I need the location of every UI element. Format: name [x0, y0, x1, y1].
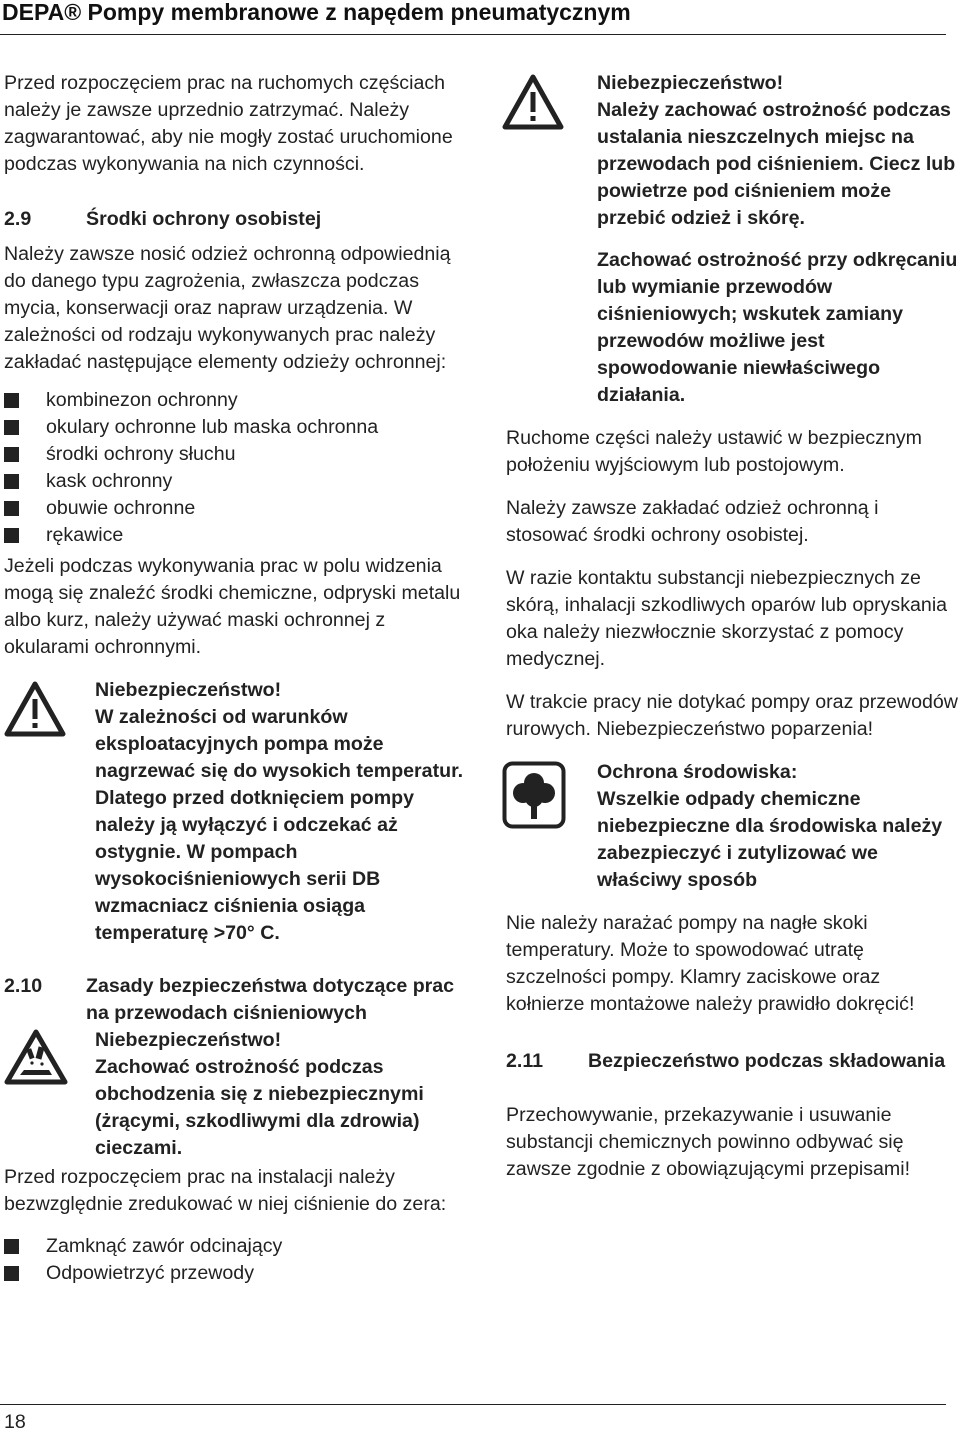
warning-title: Niebezpieczeństwo!: [597, 72, 784, 94]
pressure-leak-warning-block: [502, 70, 958, 409]
warning-text: [95, 677, 468, 947]
pressure-paragraph: Przed rozpoczęciem prac na instalacji należy bezwzględnie zredukować w niej ciśnienie do zera:: [4, 1166, 447, 1215]
face-protection-paragraph: Jeżeli podczas wykonywania prac w polu widzenia mogą się znaleźć środki chemiczne, odpryski metalu albo kurz, należy używać maski ochronnej z okularami ochronnymi.: [4, 555, 461, 658]
page-header: [0, 0, 946, 35]
note-text: [597, 759, 958, 894]
section-number: 2.11: [506, 1050, 544, 1072]
list-item: kask ochronny: [4, 468, 468, 495]
warning-text: [95, 1027, 468, 1162]
section-title: Środki ochrony osobistej: [86, 208, 322, 230]
warning-body: Zachować ostrożność podczas obchodzenia się z niebezpiecznymi (żrącymi, szkodliwymi dla zdrowia) cieczami.: [95, 1056, 424, 1159]
heat-warning-block: [4, 677, 468, 947]
left-column: [4, 70, 468, 1287]
bullet-square-icon: [4, 393, 19, 408]
list-item: kombinezon ochronny: [4, 387, 468, 414]
warning-body: Należy zachować ostrożność podczas ustalania nieszczelnych miejsc na przewodach pod ciśnieniem. Ciecz lub powietrze pod ciśnieniem może przebić odzież i skórę.: [597, 99, 956, 229]
bullet-square-icon: [4, 528, 19, 543]
section-title: Zasady bezpieczeństwa dotyczące prac na przewodach ciśnieniowych: [86, 975, 455, 1024]
footer-rule: [0, 1404, 946, 1405]
depressurize-steps-list: [4, 1233, 468, 1287]
right-column: [506, 70, 958, 1183]
warning-body-2: Zachować ostrożność przy odkręcaniu lub wymianie przewodów ciśnieniowych; wskutek zamiany przewodów możliwe jest spowodowanie niewłaściwego działania.: [597, 249, 958, 406]
page-number: 18: [4, 1411, 26, 1433]
environment-note-block: [502, 759, 958, 894]
paragraph-temperature: Nie należy narażać pompy na nagłe skoki temperatury. Może to spowodować utratę szczelności pompy. Klamry zaciskowe oraz kołnierze montażowe należy prawidło dokręcić!: [506, 912, 915, 1015]
protective-gear-list: [4, 387, 468, 549]
corrosive-hazard-icon: [4, 1029, 68, 1085]
section-2-9-paragraph: Należy zawsze nosić odzież ochronną odpowiednią do danego typu zagrożenia, zwłaszcza podczas mycia, konserwacji oraz napraw urządzenia. W zależności od rodzaju wykonywanych prac należy zakładać następujące elementy odzieży ochronnej:: [4, 243, 451, 373]
bullet-square-icon: [4, 447, 19, 462]
section-2-11-heading: [506, 1048, 958, 1075]
note-title: Ochrona środowiska:: [597, 761, 798, 783]
section-2-9-heading: [4, 206, 468, 233]
list-item: rękawice: [4, 522, 468, 549]
bullet-square-icon: [4, 474, 19, 489]
warning-triangle-icon: [4, 681, 66, 737]
page-title: DEPA® Pompy membranowe z napędem pneumatycznym: [2, 0, 631, 25]
warning-text: [597, 70, 958, 409]
section-2-10-heading: [4, 973, 468, 1024]
paragraph-burn-hazard: W trakcie pracy nie dotykać pompy oraz przewodów rurowych. Niebezpieczeństwo poparzenia!: [506, 691, 958, 740]
note-body: Wszelkie odpady chemiczne niebezpieczne dla środowiska należy zabezpieczyć i zutylizować we właściwy sposób: [597, 788, 943, 891]
bullet-square-icon: [4, 501, 19, 516]
section-2-11-paragraph: Przechowywanie, przekazywanie i usuwanie substancji chemicznych powinno odbywać się zawsze zgodnie z obowiązującymi przepisami!: [506, 1104, 911, 1180]
section-title: Bezpieczeństwo podczas składowania: [588, 1050, 946, 1072]
list-item: Odpowietrzyć przewody: [4, 1260, 468, 1287]
warning-title: Niebezpieczeństwo!: [95, 1029, 282, 1051]
environment-tree-icon: [502, 761, 566, 829]
list-item: obuwie ochronne: [4, 495, 468, 522]
paragraph-protective-clothing: Należy zawsze zakładać odzież ochronną i stosować środki ochrony osobistej.: [506, 497, 879, 546]
paragraph-moving-parts: Ruchome części należy ustawić w bezpiecznym położeniu wyjściowym lub postojowym.: [506, 427, 922, 476]
list-item: środki ochrony słuchu: [4, 441, 468, 468]
bullet-square-icon: [4, 1266, 19, 1281]
intro-paragraph: Przed rozpoczęciem prac na ruchomych częściach należy je zawsze uprzednio zatrzymać. Należy zagwarantować, aby nie mogły zostać uruchomione podczas wykonywania na nich czynności.: [4, 72, 453, 175]
paragraph-first-aid: W razie kontaktu substancji niebezpiecznych ze skórą, inhalacji szkodliwych oparów lub opryskania oka należy niezwłocznie skorzystać z pomocy medycznej.: [506, 567, 948, 670]
warning-body: W zależności od warunków eksploatacyjnych pompa może nagrzewać się do wysokich temperatur. Dlatego przed dotknięciem pompy należy ją wyłączyć i odczekać aż ostygnie. W pompach wysokociśnieniowych serii DB wzmacniacz ciśnienia osiąga temperaturę >70° C.: [95, 706, 464, 944]
bullet-square-icon: [4, 420, 19, 435]
corrosive-warning-block: [4, 1027, 468, 1162]
warning-triangle-icon: [502, 74, 564, 130]
list-item: Zamknąć zawór odcinający: [4, 1233, 468, 1260]
section-number: 2.10: [4, 975, 43, 997]
list-item: okulary ochronne lub maska ochronna: [4, 414, 468, 441]
bullet-square-icon: [4, 1239, 19, 1254]
warning-title: Niebezpieczeństwo!: [95, 679, 282, 701]
section-number: 2.9: [4, 208, 32, 230]
